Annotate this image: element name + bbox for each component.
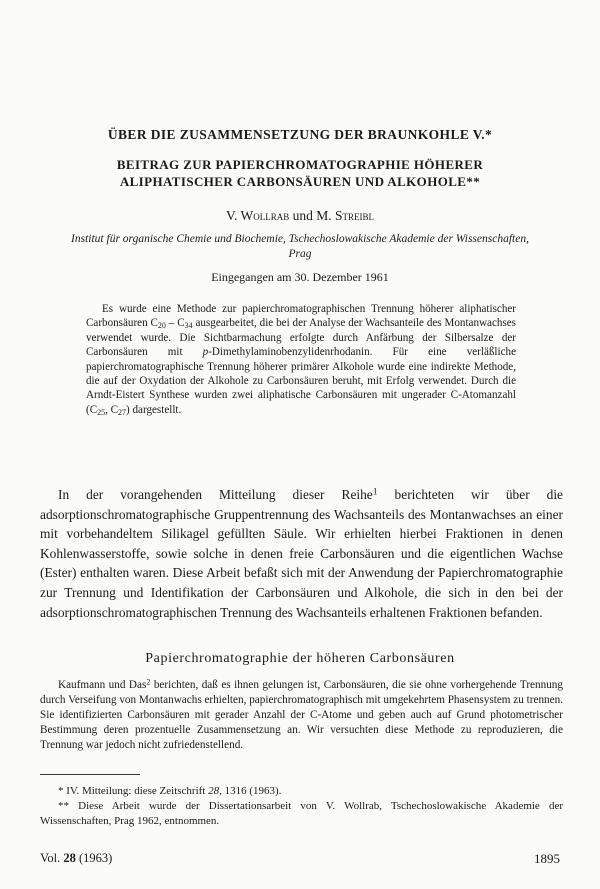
abstract [86, 302, 516, 417]
page-number: 1895 [534, 851, 560, 866]
author-conjunction: und [292, 208, 313, 223]
intro-text-2: berichteten wir über die adsorptionschromatographische Gruppentrennung des Wachsanteils des Montanwachses an einer mit vorbehandeltem Silikagel gefüllten Säule. Wir erhielten hierbei Fraktionen in denen Kohlenwasserstoffe, sowie solche in denen freie Carbonsäuren und die eigentlichen Wachse (Ester) enthalten waren. Diese Arbeit befaßt sich mit der Anwendung der Papierchromatographie zur Trennung und Identifikation der Carbonsäuren und Alkohole, die sich in den bei der adsorptionschromatographischen Trennung des Wachsanteils erhaltenen Fraktionen befanden. [40, 487, 564, 620]
article-subtitle-line-2: ALIPHATISCHER CARBONSÄUREN UND ALKOHOLE** [119, 174, 481, 189]
affiliation-line-2: Prag [288, 248, 312, 260]
affiliation [36, 232, 564, 262]
footnote-1-marker: * [58, 785, 64, 797]
footnote-1-volume: 28 [208, 785, 220, 797]
affiliation-line-1: Institut für organische Chemie und Biochemie, Tschechoslowakische Akademie der Wissenschaften, [71, 233, 529, 245]
section-text-2: berichten, daß es ihnen gelungen ist, Carbonsäuren, die sie ohne vorhergehende Trennung durch Verseifung von Montanwachs erhielten, papierchromatographisch mit umgekehrtem Phasensystem zu trennen. Sie identifizierten Carbonsäuren mit gerader Anzahl der C-Atome und geben auch auf Grund photometrischer Bestimmung deren prozentuelle Zusammensetzung an. Wir versuchten diese Methode zu reproduzieren, die Trennung war jedoch nicht zufriedenstellend. [40, 679, 563, 751]
abstract-text-1: Es wurde eine Methode zur papierchromatographischen Trennung höherer aliphatischer Carbonsäuren C [86, 303, 516, 330]
article-subtitle-line-1: BEITRAG ZUR PAPIERCHROMATOGRAPHIE HÖHERER [116, 157, 484, 172]
received-date: Eingegangen am 30. Dezember 1961 [211, 270, 389, 284]
section-paragraph [40, 678, 563, 753]
footnote-1-text: IV. Mitteilung: diese Zeitschrift [66, 785, 209, 797]
abstract-italic-p: p [202, 346, 209, 359]
journal-volume [40, 851, 112, 866]
abstract-subscript-2: 34 [184, 321, 193, 331]
author-line [0, 208, 600, 224]
abstract-text-6: ) dargestellt. [126, 403, 182, 416]
reference-2-marker: 2 [146, 677, 151, 687]
abstract-text-5: , C [105, 403, 119, 416]
footnote-1-rest: , 1316 (1963). [219, 785, 282, 797]
article-title-line-1: ÜBER DIE ZUSAMMENSETZUNG DER BRAUNKOHLE V.* [107, 127, 493, 142]
abstract-text-3: ausgearbeitet, die bei der Analyse der Wachsanteile des Montanwachses verwendet wurde. Die Sichtbarmachung erfolgte durch Anfärbung der Silbersalze der Carbonsäuren mit [86, 317, 516, 359]
volume-label: Vol. [40, 851, 61, 865]
reference-1-marker: 1 [372, 486, 378, 498]
abstract-text-4: -Dimethylaminobenzylidenrhodanin. Für eine verläßliche papierchromatographische Trennung höherer primärer Alkohole wurde eine indirekte Methode, die auf der Oxydation der Alkohole zu Carbonsäuren beruht, mit Erfolg verwendet. Durch die Arndt-Eistert Synthese wurden zwei aliphatische Carbonsäuren mit ungerader C-Atomanzahl (C [86, 346, 516, 416]
abstract-subscript-1: 20 [157, 321, 166, 331]
abstract-text-2: – C [165, 317, 185, 330]
intro-text-1: In der vorangehenden Mitteilung dieser Reihe [58, 487, 373, 502]
intro-paragraph [40, 485, 563, 622]
section-text-1: Kaufmann und Das [58, 679, 147, 691]
abstract-subscript-4: 27 [118, 407, 127, 417]
footnote-2-text: Diese Arbeit wurde der Dissertationsarbeit von V. Wollrab, Tschechoslowakische Akademie der Wissenschaften, Prag 1962, entnommen. [40, 800, 564, 827]
volume-number: 28 [63, 851, 76, 865]
footnote-rule [40, 774, 140, 775]
volume-year: (1963) [79, 851, 113, 865]
section-heading: Papierchromatographie der höheren Carbonsäuren [145, 651, 455, 666]
author-2: M. Streibl [316, 208, 375, 223]
author-1: V. Wollrab [225, 208, 290, 223]
footnote-1 [40, 784, 563, 799]
footnote-2-marker: ** [58, 800, 69, 812]
footnote-2 [40, 799, 563, 829]
abstract-subscript-3: 25 [97, 407, 106, 417]
footnotes [40, 784, 563, 829]
